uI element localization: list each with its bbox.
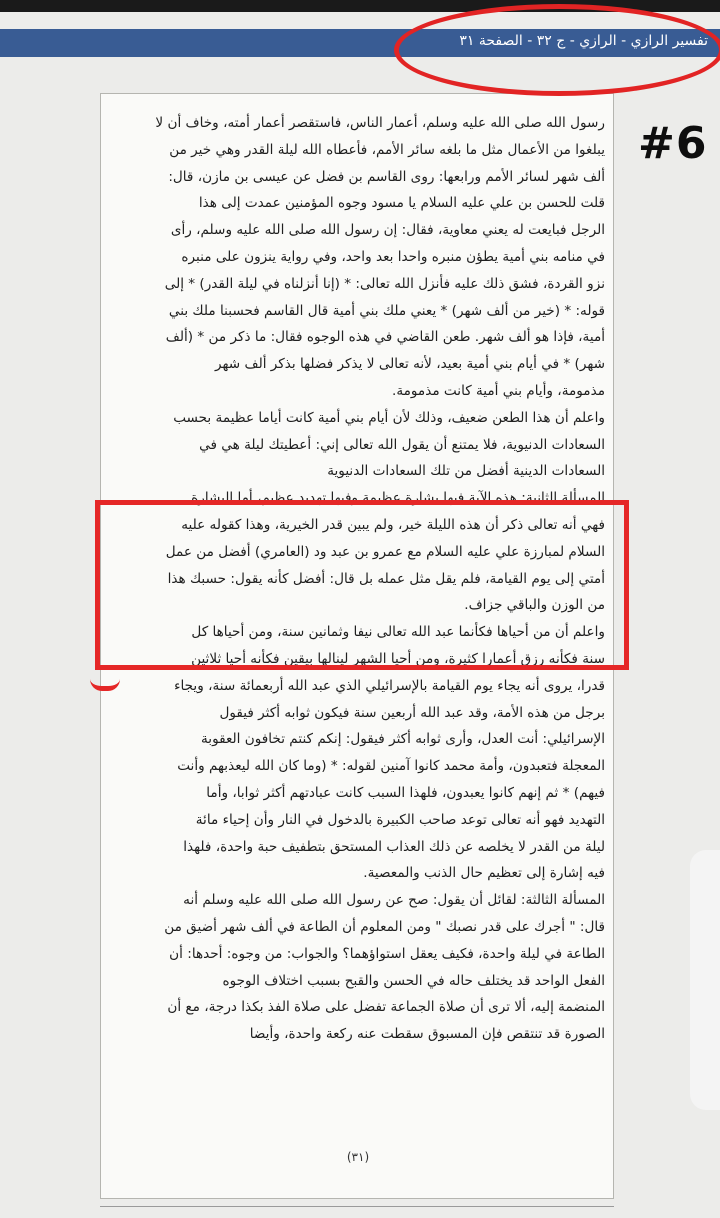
text-line: قلت للحسن بن علي عليه السلام يا مسود وجوه المؤمنين عمدت إلى هذا xyxy=(198,195,605,212)
text-line: السعادات الدنيوية، فلا يمتنع أن يقول الله تعالى إني: أعطيتك ليلة هي في xyxy=(199,436,605,453)
text-line: واعلم أن من أحياها فكأنما عبد الله تعالى نيفا وثمانين سنة، ومن أحياها كل xyxy=(191,624,605,641)
text-line: شهر) * في أيام بني أمية بعيد، لأنه تعالى لا يذكر فضلها بذكر ألف شهر xyxy=(215,356,605,373)
red-box-annotation xyxy=(95,500,629,670)
text-line: أمتي إلى يوم القيامة، فلم يقل مثل عمله بل قال: أفضل كأنه يقول: حسبك هذا xyxy=(167,570,605,587)
text-line: أمية، فإذا هو ألف شهر. طعن القاضي في هذه الوجوه فقال: ما ذكر من * (ألف xyxy=(165,329,605,346)
text-line: يبلغوا من الأعمال مثل ما بلغه سائر الأمم، فأعطاه الله ليلة القدر وهي خير من xyxy=(169,141,605,158)
page-number: (٣١) xyxy=(346,1150,370,1164)
text-line: الفعل الواحد قد يختلف حاله في الحسن والقبح بسبب اختلاف الوجوه xyxy=(222,972,605,989)
text-line: سنة فكأنه رزق أعمارا كثيرة، ومن أحيا الشهر لينالها بيقين فكأنه أحيا ثلاثين xyxy=(191,650,605,667)
text-line: قال: " أجرك على قدر نصبك " ومن المعلوم أن الطاعة في ألف شهر أضيق من xyxy=(164,918,605,935)
handwritten-label: #6 xyxy=(638,118,708,169)
text-line: برجل من هذه الأمة، وقد عبد الله أربعين سنة فيكون ثوابه أكثر فيقول xyxy=(219,704,605,721)
text-line: واعلم أن هذا الطعن ضعيف، وذلك لأن أيام بني أمية كانت أياما عظيمة بحسب xyxy=(173,409,605,426)
text-line: المعجلة فتعبدون، وأمة محمد كانوا آمنين لقوله: * (وما كان الله ليعذبهم وأنت xyxy=(177,758,605,775)
text-line: المسألة الثانية: هذه الآية فيها بشارة عظيمة وفيها تهديد عظيم، أما البشارة xyxy=(191,490,605,507)
book-header-title: تفسير الرازي - الرازي - ج ٣٢ - الصفحة ٣١ xyxy=(459,33,708,49)
text-line: قوله: * (خير من ألف شهر) * يعني ملك بني أمية قال القاسم فحسبنا ملك بني xyxy=(168,302,605,319)
text-line: في منامه بني أمية يطؤن منبره واحدا بعد واحد، وفي رواية ينزون على منبره xyxy=(181,248,605,265)
text-line: ألف شهر لسائر الأمم ورابعها: روى القاسم بن فضل عن عيسى بن مازن، قال: xyxy=(168,168,605,185)
text-line: مذمومة، وأيام بني أمية كانت مذمومة. xyxy=(392,382,605,399)
text-line: التهديد فهو أنه تعالى توعد صاحب الكبيرة بالدخول في النار وأن إحياء مائة xyxy=(195,811,605,828)
text-line: نزو القردة، فشق ذلك عليه فأنزل الله تعالى: * (إنا أنزلناه في ليلة القدر) * إلى xyxy=(164,275,605,292)
page-divider xyxy=(100,1206,614,1207)
text-line: المنضمة إليه، ألا ترى أن صلاة الجماعة تفضل على صلاة الفذ بكذا درجة، مع أن xyxy=(167,999,605,1016)
text-line: قدرا، يروى أنه يجاء يوم القيامة بالإسرائيلي الذي عبد الله أربعمائة سنة، ويجاء xyxy=(174,677,605,694)
text-line: الرجل فبايعت له يعني معاوية، فقال: إن رسول الله صلى الله عليه وسلم، رأى xyxy=(170,222,605,239)
text-line: رسول الله صلى الله عليه وسلم، أعمار الناس، فاستقصر أعمار أمته، وخاف أن لا xyxy=(155,115,605,131)
text-line: فيهم) * ثم إنهم كانوا يعبدون، فلهذا السبب كانت عبادتهم أكثر ثوابا، وأما xyxy=(206,784,605,801)
text-line: فهي أنه تعالى ذكر أن هذه الليلة خير، ولم يبين قدر الخيرية، وهذا كقوله عليه xyxy=(181,516,605,533)
text-line: الطاعة في ليلة واحدة، فكيف يعقل استواؤهما؟ والجواب: من وجوه: أحدها: أن xyxy=(169,945,605,962)
text-line: المسألة الثالثة: لقائل أن يقول: صح عن رسول الله صلى الله عليه وسلم أنه xyxy=(183,892,605,909)
paragraph-bottom xyxy=(89,619,605,1048)
text-line: السعادات الدينية أفضل من تلك السعادات الدنيوية xyxy=(327,463,605,480)
text-line: فيه إشارة إلى تعظيم حال الذنب والمعصية. xyxy=(363,865,605,882)
paragraph-top xyxy=(89,110,605,485)
scroll-edge[interactable] xyxy=(690,850,720,1110)
red-pen-stroke xyxy=(90,672,120,691)
text-line: من الوزن والباقي جزاف. xyxy=(464,597,605,614)
text-line: ليلة من القدر لا يخلصه عن ذلك العذاب المستحق بتطفيف حبة واحدة، فلهذا xyxy=(183,838,605,855)
red-ellipse-annotation xyxy=(394,4,720,96)
text-line: الإسرائيلي: أنت العدل، وأرى ثوابه أكثر فيقول: إنكم كنتم تخافون العقوبة xyxy=(201,731,605,748)
text-line: الصورة قد تنتقص فإن المسبوق سقطت عنه ركعة واحدة، وأيضا xyxy=(249,1026,605,1043)
text-line: السلام لمبارزة علي عليه السلام مع عمرو بن عبد ود (العامري) أفضل من عمل xyxy=(165,543,605,560)
